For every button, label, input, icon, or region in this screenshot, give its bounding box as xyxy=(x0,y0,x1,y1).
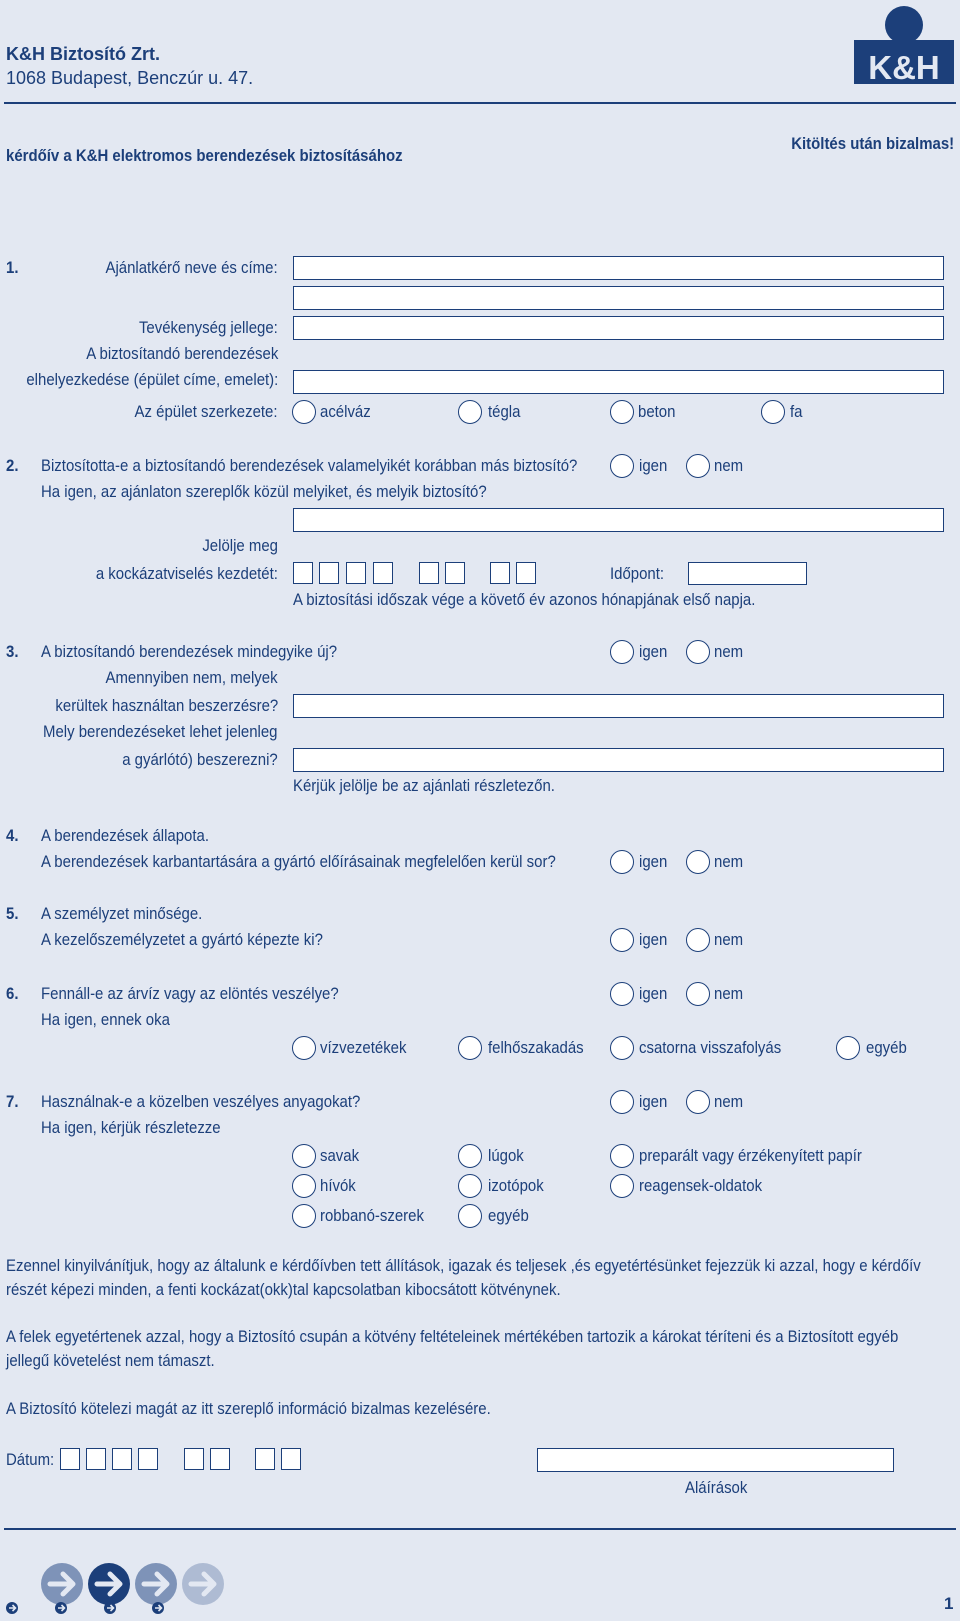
kh-logo xyxy=(852,4,956,84)
date-box[interactable] xyxy=(490,562,510,584)
arrow-icon xyxy=(182,1563,224,1605)
header-divider xyxy=(4,102,956,104)
date-box[interactable] xyxy=(255,1448,275,1470)
cause-pipes-label: vízvezetékek xyxy=(320,1038,407,1057)
location-label-2: elhelyezkedése (épület címe, emelet): xyxy=(26,370,278,389)
material-paper-radio[interactable] xyxy=(610,1144,634,1168)
structure-label: Az épület szerkezete: xyxy=(134,402,278,421)
material-other-label: egyéb xyxy=(488,1206,529,1225)
q6-no-radio[interactable] xyxy=(686,982,710,1006)
material-isotopes-label: izotópok xyxy=(488,1176,544,1195)
q7-followup: Ha igen, kérjük részletezze xyxy=(41,1118,221,1137)
signature-field[interactable] xyxy=(537,1448,894,1472)
q3-yes-radio[interactable] xyxy=(610,640,634,664)
material-paper-label: preparált vagy érzékenyített papír xyxy=(639,1146,862,1165)
q2-yes-radio[interactable] xyxy=(610,454,634,478)
available-equipment-field[interactable] xyxy=(293,748,944,772)
date-box[interactable] xyxy=(138,1448,158,1470)
q4-no-label: nem xyxy=(714,852,744,871)
previous-insurer-field[interactable] xyxy=(293,508,944,532)
q7-no-radio[interactable] xyxy=(686,1090,710,1114)
q4-yes-label: igen xyxy=(639,852,668,871)
q6-question: Fennáll-e az árvíz vagy az elöntés veszélye? xyxy=(41,984,339,1003)
structure-steel-label: acélváz xyxy=(320,402,371,421)
footer-divider xyxy=(4,1528,956,1530)
date-box[interactable] xyxy=(86,1448,106,1470)
declaration-paragraph: A Biztosító kötelezi magát az itt szereplő információ bizalmas kezelésére. xyxy=(6,1399,491,1418)
small-arrows xyxy=(4,1600,184,1616)
structure-brick-label: tégla xyxy=(488,402,521,421)
small-arrow-icon xyxy=(55,1602,67,1614)
q3-number: 3. xyxy=(6,642,19,661)
material-reagents-radio[interactable] xyxy=(610,1174,634,1198)
material-other-radio[interactable] xyxy=(458,1204,482,1228)
q6-yes-radio[interactable] xyxy=(610,982,634,1006)
declaration-paragraph: Ezennel kinyilvánítjuk, hogy az általunk e kérdőívben tett állítások, igazak és teljesek ,és egyetértésünket fejezzük ki azzal, hogy e kérdőív részét képezi minden, a fenti kockázat(okk)tal kapcsolatban kibocsátott kötvénynek. xyxy=(6,1256,921,1299)
cause-sewer-label: csatorna visszafolyás xyxy=(639,1038,782,1057)
company-name: K&H Biztosító Zrt. xyxy=(6,44,160,64)
start-label-1: Jelölje meg xyxy=(202,536,278,555)
q2-yes-label: igen xyxy=(639,456,668,475)
date-box[interactable] xyxy=(281,1448,301,1470)
location-field[interactable] xyxy=(293,370,944,394)
date-label: Dátum: xyxy=(6,1450,55,1469)
date-box[interactable] xyxy=(346,562,366,584)
small-arrow-icon xyxy=(6,1602,18,1614)
q7-no-label: nem xyxy=(714,1092,744,1111)
structure-brick-radio[interactable] xyxy=(458,400,482,424)
material-isotopes-radio[interactable] xyxy=(458,1174,482,1198)
q5-yes-radio[interactable] xyxy=(610,928,634,952)
q5-question: A kezelőszemélyzetet a gyártó képezte ki? xyxy=(41,930,323,949)
used-label-1: Amennyiben nem, melyek xyxy=(105,668,278,687)
time-label: Időpont: xyxy=(610,564,665,583)
date-box[interactable] xyxy=(419,562,439,584)
q7-question: Használnak-e a közelben veszélyes anyagokat? xyxy=(41,1092,361,1111)
q6-yes-label: igen xyxy=(639,984,668,1003)
date-box[interactable] xyxy=(293,562,313,584)
cause-cloudburst-label: felhőszakadás xyxy=(488,1038,584,1057)
q4-number: 4. xyxy=(6,826,19,845)
start-date-boxes[interactable] xyxy=(293,562,539,586)
q6-number: 6. xyxy=(6,984,19,1003)
structure-steel-radio[interactable] xyxy=(292,400,316,424)
material-alkalis-label: lúgok xyxy=(488,1146,524,1165)
q3-no-radio[interactable] xyxy=(686,640,710,664)
used-equipment-field[interactable] xyxy=(293,694,944,718)
q5-no-radio[interactable] xyxy=(686,928,710,952)
time-field[interactable] xyxy=(688,562,807,585)
small-arrow-icon xyxy=(152,1602,164,1614)
used-label-2: kerültek használtan beszerzésre? xyxy=(55,696,278,715)
q4-title: A berendezések állapota. xyxy=(41,826,210,845)
applicant-address-field[interactable] xyxy=(293,286,944,310)
q4-no-radio[interactable] xyxy=(686,850,710,874)
material-developers-label: hívók xyxy=(320,1176,356,1195)
cause-pipes-radio[interactable] xyxy=(292,1036,316,1060)
material-acids-radio[interactable] xyxy=(292,1144,316,1168)
location-label-1: A biztosítandó berendezések xyxy=(85,344,278,363)
material-alkalis-radio[interactable] xyxy=(458,1144,482,1168)
date-box[interactable] xyxy=(112,1448,132,1470)
available-label-2: a gyárlótó) beszerezni? xyxy=(122,750,278,769)
date-box[interactable] xyxy=(373,562,393,584)
applicant-name-field[interactable] xyxy=(293,256,944,280)
q3-question: A biztosítandó berendezések mindegyike új? xyxy=(41,642,338,661)
q3-no-label: nem xyxy=(714,642,744,661)
structure-concrete-radio[interactable] xyxy=(610,400,634,424)
declaration-paragraph: A felek egyetértenek azzal, hogy a Biztosító csupán a kötvény feltételeinek mértékében tartozik a károkat téríteni és a Biztosított egyéb jellegű követelést nem támaszt. xyxy=(6,1327,899,1370)
q6-followup: Ha igen, ennek oka xyxy=(41,1010,170,1029)
material-acids-label: savak xyxy=(320,1146,360,1165)
q7-yes-label: igen xyxy=(639,1092,668,1111)
available-label-1: Mely berendezéseket lehet jelenleg xyxy=(43,722,278,741)
q7-yes-radio[interactable] xyxy=(610,1090,634,1114)
confidential-note: Kitöltés után bizalmas! xyxy=(791,134,954,153)
date-box[interactable] xyxy=(184,1448,204,1470)
logo-text: K&H xyxy=(868,49,940,84)
q4-question: A berendezések karbantartására a gyártó előírásainak megfelelően kerül sor? xyxy=(41,852,556,871)
date-box[interactable] xyxy=(516,562,536,584)
date-box[interactable] xyxy=(445,562,465,584)
q7-number: 7. xyxy=(6,1092,19,1111)
q2-followup: Ha igen, az ajánlaton szereplők közül melyiket, és melyik biztosító? xyxy=(41,482,487,501)
q5-title: A személyzet minősége. xyxy=(41,904,203,923)
cause-other-radio[interactable] xyxy=(836,1036,860,1060)
company-address: 1068 Budapest, Benczúr u. 47. xyxy=(6,68,254,88)
signatures-label: Aláírások xyxy=(685,1478,748,1497)
q1-number: 1. xyxy=(6,258,19,277)
q1-name-label: Ajánlatkérő neve és címe: xyxy=(105,258,278,277)
period-note: A biztosítási időszak vége a követő év azonos hónapjának első napja. xyxy=(293,590,756,609)
q5-number: 5. xyxy=(6,904,19,923)
q3-yes-label: igen xyxy=(639,642,668,661)
date-box[interactable] xyxy=(210,1448,230,1470)
q6-no-label: nem xyxy=(714,984,744,1003)
activity-field[interactable] xyxy=(293,316,944,340)
material-explosives-label: robbanó-szerek xyxy=(320,1206,424,1225)
date-box[interactable] xyxy=(319,562,339,584)
material-explosives-radio[interactable] xyxy=(292,1204,316,1228)
cause-sewer-radio[interactable] xyxy=(610,1036,634,1060)
structure-wood-label: fa xyxy=(790,402,803,421)
material-reagents-label: reagensek-oldatok xyxy=(639,1176,763,1195)
q5-yes-label: igen xyxy=(639,930,668,949)
activity-label: Tevékenység jellege: xyxy=(139,318,278,337)
arrow-icon xyxy=(41,1563,83,1605)
start-label-2: a kockázatviselés kezdetét: xyxy=(95,564,278,583)
arrow-icon xyxy=(88,1563,130,1605)
structure-wood-radio[interactable] xyxy=(761,400,785,424)
q2-no-radio[interactable] xyxy=(686,454,710,478)
page-number: 1 xyxy=(944,1594,954,1613)
signature-date-boxes[interactable] xyxy=(60,1448,300,1472)
q2-question: Biztosította-e a biztosítandó berendezések valamelyikét korábban más biztosító? xyxy=(41,456,578,475)
material-developers-radio[interactable] xyxy=(292,1174,316,1198)
q2-no-label: nem xyxy=(714,456,744,475)
form-title: kérdőív a K&H elektromos berendezések biztosításához xyxy=(6,146,403,165)
q3-note: Kérjük jelölje be az ajánlati részletezőn. xyxy=(293,776,555,795)
cause-cloudburst-radio[interactable] xyxy=(458,1036,482,1060)
q5-no-label: nem xyxy=(714,930,744,949)
structure-concrete-label: beton xyxy=(638,402,676,421)
arrow-icon xyxy=(135,1563,177,1605)
date-box[interactable] xyxy=(60,1448,80,1470)
q2-number: 2. xyxy=(6,456,19,475)
q4-yes-radio[interactable] xyxy=(610,850,634,874)
cause-other-label: egyéb xyxy=(866,1038,907,1057)
small-arrow-icon xyxy=(104,1602,116,1614)
